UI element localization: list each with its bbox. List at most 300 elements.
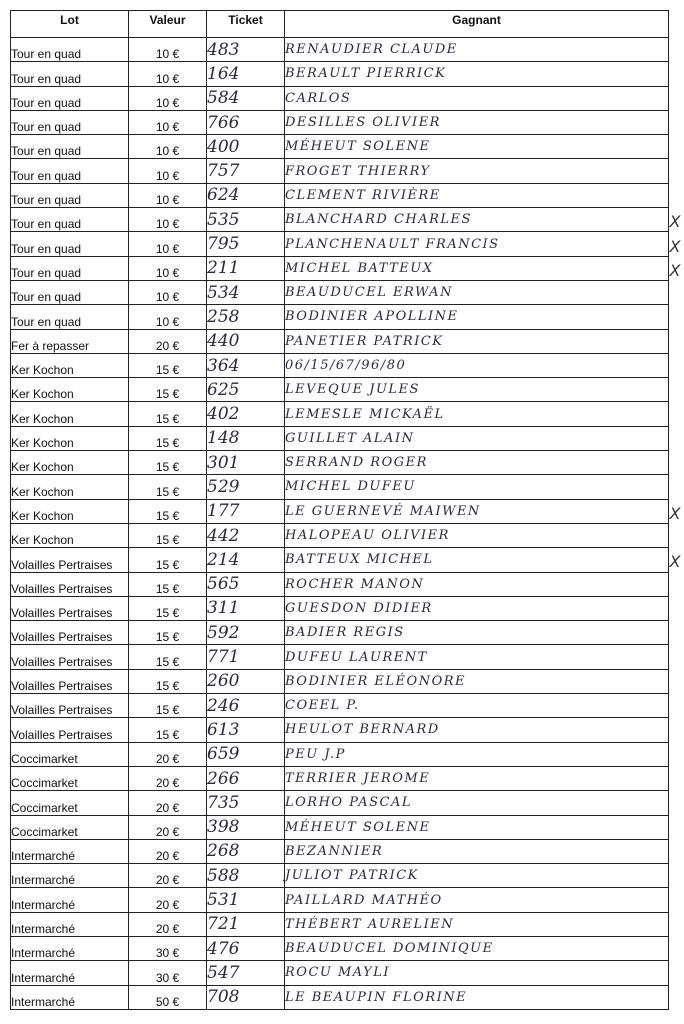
valeur-cell-text: 10 € [155, 217, 180, 232]
lot-cell [11, 839, 129, 863]
lot-cell [11, 742, 129, 766]
gagnant-cell [285, 353, 669, 377]
ticket-cell-text: 311 [207, 598, 240, 619]
valeur-cell [129, 815, 207, 839]
ticket-cell [207, 864, 285, 888]
gagnant-cell-text: BODINIER APOLLINE [285, 309, 459, 325]
header-row [11, 11, 669, 38]
valeur-cell-text: 10 € [155, 265, 180, 280]
valeur-cell [129, 232, 207, 256]
table-row [11, 694, 669, 718]
valeur-cell-text: 20 € [155, 338, 180, 353]
lot-cell [11, 645, 129, 669]
ticket-cell-text: 565 [207, 574, 240, 595]
lot-cell [11, 791, 129, 815]
lot-cell-text: Tour en quad [11, 168, 82, 183]
ticket-cell-text: 535 [207, 209, 240, 230]
table-row [11, 183, 669, 207]
table-row [11, 645, 669, 669]
lot-cell-text: Ker Kochon [11, 411, 74, 426]
ticket-cell [207, 621, 285, 645]
valeur-cell-text: 15 € [155, 679, 180, 694]
valeur-cell-text: 15 € [155, 508, 180, 523]
gagnant-cell [285, 523, 669, 547]
gagnant-cell [285, 572, 669, 596]
valeur-cell [129, 38, 207, 62]
ticket-cell [207, 961, 285, 985]
table-row [11, 839, 669, 863]
gagnant-cell [285, 596, 669, 620]
valeur-cell-text: 15 € [155, 654, 180, 669]
gagnant-cell [285, 961, 669, 985]
valeur-cell-text: 15 € [155, 727, 180, 742]
ticket-cell [207, 475, 285, 499]
ticket-cell [207, 888, 285, 912]
valeur-cell-text: 10 € [155, 47, 180, 62]
table-row [11, 329, 669, 353]
valeur-cell [129, 499, 207, 523]
table-row [11, 718, 669, 742]
ticket-cell-text: 440 [207, 331, 240, 352]
gagnant-cell [285, 815, 669, 839]
table-row [11, 135, 669, 159]
gagnant-cell-text: JULIOT PATRICK [285, 868, 419, 884]
header-ticket: Ticket [207, 11, 285, 38]
lot-cell-text: Tour en quad [11, 265, 82, 280]
lot-cell [11, 694, 129, 718]
lot-cell [11, 183, 129, 207]
gagnant-cell [285, 451, 669, 475]
valeur-cell [129, 159, 207, 183]
lot-cell-text: Ker Kochon [11, 436, 74, 451]
valeur-cell-text: 10 € [155, 168, 180, 183]
cross-mark: X [669, 260, 682, 280]
valeur-cell [129, 110, 207, 134]
lot-cell-text: Intermarché [11, 970, 76, 985]
valeur-cell-text: 20 € [155, 824, 180, 839]
ticket-cell-text: 588 [207, 865, 240, 886]
table-row [11, 256, 669, 280]
ticket-cell [207, 742, 285, 766]
lot-cell [11, 523, 129, 547]
valeur-cell-text: 10 € [155, 144, 180, 159]
ticket-cell-text: 402 [207, 404, 240, 425]
ticket-cell [207, 232, 285, 256]
gagnant-cell [285, 548, 682, 572]
table-row [11, 766, 669, 790]
ticket-cell-text: 246 [207, 695, 240, 716]
cross-mark: X [669, 236, 682, 256]
gagnant-cell [285, 742, 669, 766]
lot-cell-text: Intermarché [11, 897, 76, 912]
gagnant-cell-text: LE GUERNEVÉ MAIWEN [285, 503, 481, 519]
lot-cell [11, 86, 129, 110]
lot-cell [11, 815, 129, 839]
gagnant-cell [285, 110, 669, 134]
ticket-cell [207, 86, 285, 110]
ticket-cell-text: 258 [207, 306, 240, 327]
gagnant-cell-text: PEU J.P [285, 746, 346, 762]
lot-cell-text: Ker Kochon [11, 508, 74, 523]
valeur-cell [129, 645, 207, 669]
lot-cell [11, 378, 129, 402]
valeur-cell-text: 15 € [155, 630, 180, 645]
valeur-cell-text: 10 € [155, 290, 180, 305]
table-row [11, 864, 669, 888]
table-row [11, 888, 669, 912]
ticket-cell [207, 523, 285, 547]
valeur-cell [129, 548, 207, 572]
lot-cell-text: Tour en quad [11, 47, 82, 62]
valeur-cell [129, 451, 207, 475]
ticket-cell-text: 613 [207, 719, 240, 740]
ticket-cell-text: 708 [207, 987, 240, 1008]
lot-cell [11, 475, 129, 499]
valeur-cell [129, 766, 207, 790]
lot-cell [11, 208, 129, 232]
gagnant-cell [285, 305, 669, 329]
gagnant-cell-text: BEAUDUCEL DOMINIQUE [285, 941, 494, 957]
valeur-cell [129, 912, 207, 936]
gagnant-cell-text: FROGET THIERRY [285, 163, 431, 179]
gagnant-cell-text: LEVEQUE JULES [285, 382, 420, 398]
ticket-cell-text: 164 [207, 63, 240, 84]
ticket-cell [207, 572, 285, 596]
table-row [11, 208, 669, 232]
table-row [11, 426, 669, 450]
gagnant-cell-text: SERRAND ROGER [285, 455, 428, 471]
gagnant-cell [285, 766, 669, 790]
lot-cell [11, 985, 129, 1009]
lot-cell [11, 669, 129, 693]
lot-cell-text: Intermarché [11, 921, 76, 936]
table-row [11, 936, 669, 960]
ticket-cell-text: 529 [207, 476, 240, 497]
gagnant-cell-text: LEMESLE MICKAËL [285, 406, 445, 422]
valeur-cell-text: 10 € [155, 193, 180, 208]
ticket-cell-text: 364 [207, 355, 240, 376]
lot-cell-text: Intermarché [11, 994, 76, 1009]
lot-cell-text: Volailles Pertraises [11, 679, 113, 694]
lot-cell [11, 766, 129, 790]
ticket-cell-text: 534 [207, 282, 240, 303]
gagnant-cell-text: BERAULT PIERRICK [285, 66, 447, 82]
table-row [11, 402, 669, 426]
valeur-cell-text: 15 € [155, 460, 180, 475]
lot-cell-text: Intermarché [11, 946, 76, 961]
gagnant-cell-text: LORHO PASCAL [285, 795, 413, 811]
ticket-cell [207, 912, 285, 936]
gagnant-cell [285, 38, 669, 62]
table-row [11, 378, 669, 402]
valeur-cell [129, 353, 207, 377]
lot-cell-text: Fer à repasser [11, 338, 90, 353]
valeur-cell-text: 20 € [155, 873, 180, 888]
gagnant-cell [285, 378, 669, 402]
gagnant-cell-text: LE BEAUPIN FLORINE [285, 989, 468, 1005]
raffle-winners-sheet [10, 10, 682, 1010]
lot-cell [11, 426, 129, 450]
gagnant-cell-text: PLANCHENAULT FRANCIS [285, 236, 500, 252]
lot-cell-text: Tour en quad [11, 144, 82, 159]
lot-cell-text: Ker Kochon [11, 460, 74, 475]
valeur-cell [129, 329, 207, 353]
lot-cell-text: Ker Kochon [11, 484, 74, 499]
valeur-cell [129, 888, 207, 912]
valeur-cell-text: 20 € [155, 849, 180, 864]
lot-cell-text: Tour en quad [11, 95, 82, 110]
gagnant-cell-text: HALOPEAU OLIVIER [285, 528, 450, 544]
valeur-cell [129, 475, 207, 499]
table-row [11, 353, 669, 377]
valeur-cell-text: 15 € [155, 581, 180, 596]
lot-cell-text: Coccimarket [11, 824, 78, 839]
table-row [11, 305, 669, 329]
ticket-cell-text: 266 [207, 768, 240, 789]
ticket-cell-text: 721 [207, 914, 240, 935]
ticket-cell-text: 177 [207, 501, 240, 522]
valeur-cell [129, 183, 207, 207]
gagnant-cell-text: GUESDON DIDIER [285, 600, 433, 616]
valeur-cell [129, 305, 207, 329]
lot-cell-text: Coccimarket [11, 800, 78, 815]
gagnant-cell-text: CLEMENT RIVIÈRE [285, 187, 441, 203]
gagnant-cell [285, 159, 669, 183]
table-row [11, 232, 669, 256]
ticket-cell-text: 584 [207, 88, 240, 109]
lot-cell [11, 280, 129, 304]
valeur-cell-text: 15 € [155, 363, 180, 378]
lot-cell [11, 232, 129, 256]
lot-cell [11, 110, 129, 134]
gagnant-cell [285, 985, 669, 1009]
ticket-cell-text: 531 [207, 890, 240, 911]
ticket-cell [207, 694, 285, 718]
valeur-cell [129, 256, 207, 280]
valeur-cell [129, 208, 207, 232]
ticket-cell [207, 499, 285, 523]
ticket-cell [207, 791, 285, 815]
ticket-cell [207, 378, 285, 402]
gagnant-cell [285, 499, 682, 523]
table-row [11, 742, 669, 766]
valeur-cell-text: 10 € [155, 241, 180, 256]
ticket-cell [207, 645, 285, 669]
lot-cell-text: Volailles Pertraises [11, 654, 113, 669]
valeur-cell-text: 15 € [155, 484, 180, 499]
gagnant-cell [285, 280, 669, 304]
valeur-cell [129, 596, 207, 620]
table-row [11, 985, 669, 1009]
valeur-cell [129, 694, 207, 718]
lot-cell [11, 888, 129, 912]
ticket-cell [207, 280, 285, 304]
valeur-cell [129, 572, 207, 596]
ticket-cell-text: 268 [207, 841, 240, 862]
ticket-cell-text: 211 [207, 258, 240, 279]
gagnant-cell-text: BADIER REGIS [285, 625, 405, 641]
ticket-cell-text: 547 [207, 962, 240, 983]
gagnant-cell-text: BLANCHARD CHARLES [285, 212, 472, 228]
table-row [11, 38, 669, 62]
gagnant-cell-text: PANETIER PATRICK [285, 333, 444, 349]
ticket-cell-text: 483 [207, 39, 240, 60]
gagnant-cell [285, 86, 669, 110]
lot-cell-text: Intermarché [11, 873, 76, 888]
valeur-cell [129, 523, 207, 547]
gagnant-cell-text: DUFEU LAURENT [285, 649, 428, 665]
valeur-cell-text: 20 € [155, 921, 180, 936]
ticket-cell [207, 451, 285, 475]
lot-cell [11, 329, 129, 353]
gagnant-cell-text: TERRIER JEROME [285, 771, 431, 787]
gagnant-cell-text: PAILLARD MATHÉO [285, 892, 443, 908]
gagnant-cell-text: MICHEL DUFEU [285, 479, 416, 495]
header-lot: Lot [11, 11, 129, 38]
lot-cell [11, 256, 129, 280]
valeur-cell-text: 15 € [155, 703, 180, 718]
gagnant-cell [285, 183, 669, 207]
ticket-cell-text: 766 [207, 112, 240, 133]
ticket-cell [207, 669, 285, 693]
lot-cell [11, 718, 129, 742]
valeur-cell-text: 30 € [155, 946, 180, 961]
gagnant-cell [285, 912, 669, 936]
ticket-cell-text: 735 [207, 792, 240, 813]
lot-cell-text: Coccimarket [11, 776, 78, 791]
lot-cell [11, 305, 129, 329]
table-row [11, 596, 669, 620]
valeur-cell [129, 718, 207, 742]
table-row [11, 912, 669, 936]
valeur-cell [129, 961, 207, 985]
ticket-cell-text: 214 [207, 549, 240, 570]
valeur-cell-text: 50 € [155, 994, 180, 1009]
table-row [11, 280, 669, 304]
table-row [11, 791, 669, 815]
table-row [11, 451, 669, 475]
gagnant-cell [285, 621, 669, 645]
lot-cell [11, 936, 129, 960]
lot-cell [11, 402, 129, 426]
ticket-cell [207, 985, 285, 1009]
ticket-cell [207, 402, 285, 426]
ticket-cell [207, 548, 285, 572]
table-row [11, 548, 669, 572]
gagnant-cell-text: RENAUDIER CLAUDE [285, 42, 458, 58]
gagnant-cell-text: COEEL P. [285, 698, 360, 714]
table-row [11, 475, 669, 499]
gagnant-cell-text: BEAUDUCEL ERWAN [285, 285, 453, 301]
table-row [11, 815, 669, 839]
gagnant-cell [285, 669, 669, 693]
lot-cell-text: Tour en quad [11, 193, 82, 208]
lot-cell-text: Ker Kochon [11, 363, 74, 378]
lot-cell [11, 572, 129, 596]
table-row [11, 572, 669, 596]
lot-cell [11, 621, 129, 645]
winners-table [10, 10, 682, 1010]
ticket-cell [207, 718, 285, 742]
header-valeur: Valeur [129, 11, 207, 38]
valeur-cell-text: 15 € [155, 436, 180, 451]
cross-mark: X [669, 503, 682, 523]
lot-cell-text: Ker Kochon [11, 533, 74, 548]
valeur-cell [129, 742, 207, 766]
lot-cell [11, 864, 129, 888]
valeur-cell-text: 15 € [155, 606, 180, 621]
table-row [11, 669, 669, 693]
lot-cell-text: Intermarché [11, 849, 76, 864]
lot-cell [11, 353, 129, 377]
lot-cell [11, 38, 129, 62]
ticket-cell-text: 301 [207, 452, 240, 473]
gagnant-cell-text: HEULOT BERNARD [285, 722, 440, 738]
ticket-cell [207, 596, 285, 620]
lot-cell [11, 135, 129, 159]
lot-cell [11, 499, 129, 523]
valeur-cell [129, 135, 207, 159]
gagnant-cell [285, 645, 669, 669]
gagnant-cell [285, 888, 669, 912]
valeur-cell [129, 426, 207, 450]
gagnant-cell [285, 936, 669, 960]
gagnant-cell-text: GUILLET ALAIN [285, 430, 415, 446]
gagnant-cell-text: 06/15/67/96/80 [285, 358, 407, 373]
valeur-cell-text: 20 € [155, 776, 180, 791]
gagnant-cell-text: BEZANNIER [285, 843, 384, 859]
lot-cell-text: Tour en quad [11, 120, 82, 135]
valeur-cell [129, 62, 207, 86]
gagnant-cell [285, 232, 682, 256]
ticket-cell-text: 659 [207, 744, 240, 765]
valeur-cell [129, 280, 207, 304]
ticket-cell-text: 400 [207, 136, 240, 157]
table-row [11, 523, 669, 547]
lot-cell [11, 159, 129, 183]
ticket-cell-text: 625 [207, 379, 240, 400]
ticket-cell [207, 38, 285, 62]
lot-cell-text: Volailles Pertraises [11, 581, 113, 596]
lot-cell-text: Tour en quad [11, 290, 82, 305]
ticket-cell [207, 815, 285, 839]
valeur-cell-text: 15 € [155, 387, 180, 402]
ticket-cell-text: 771 [207, 647, 240, 668]
cross-mark: X [669, 552, 682, 572]
ticket-cell [207, 110, 285, 134]
gagnant-cell [285, 208, 682, 232]
ticket-cell-text: 442 [207, 525, 240, 546]
gagnant-cell [285, 402, 669, 426]
table-row [11, 621, 669, 645]
gagnant-cell [285, 864, 669, 888]
ticket-cell [207, 426, 285, 450]
gagnant-cell-text: MICHEL BATTEUX [285, 260, 434, 276]
lot-cell [11, 548, 129, 572]
ticket-cell-text: 624 [207, 185, 240, 206]
lot-cell-text: Tour en quad [11, 71, 82, 86]
lot-cell-text: Volailles Pertraises [11, 727, 113, 742]
ticket-cell-text: 795 [207, 234, 240, 255]
valeur-cell-text: 10 € [155, 314, 180, 329]
valeur-cell [129, 378, 207, 402]
lot-cell [11, 451, 129, 475]
lot-cell-text: Ker Kochon [11, 387, 74, 402]
valeur-cell [129, 936, 207, 960]
lot-cell-text: Volailles Pertraises [11, 557, 113, 572]
valeur-cell-text: 10 € [155, 71, 180, 86]
valeur-cell-text: 10 € [155, 120, 180, 135]
